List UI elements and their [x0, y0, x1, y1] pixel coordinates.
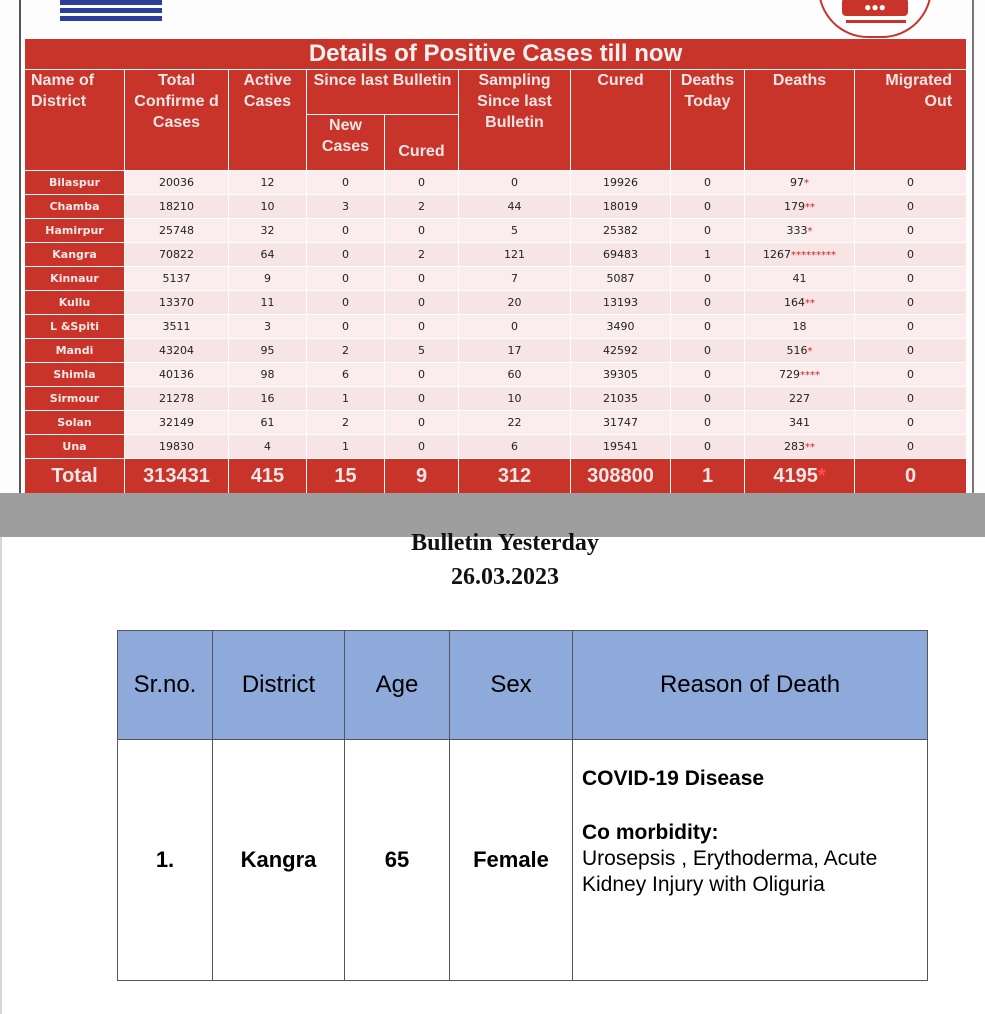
cell-sampling: 44: [459, 195, 571, 219]
cell-sampling: 60: [459, 363, 571, 387]
cell-new: 0: [307, 291, 385, 315]
cell-deaths-today: 0: [671, 315, 745, 339]
image-separator: [0, 493, 985, 537]
table-row: [25, 435, 967, 459]
cell-cured-since: 2: [385, 195, 459, 219]
cell-sampling: 10: [459, 387, 571, 411]
health-mission-logo: ●●●: [818, 0, 932, 38]
cell-deaths-today: 0: [671, 435, 745, 459]
cell-cured-since: 0: [385, 291, 459, 315]
cell-new: 0: [307, 171, 385, 195]
total-deaths: 4195*: [745, 459, 855, 494]
cell-district: L &Spiti: [25, 315, 125, 339]
cell-cured: 5087: [571, 267, 671, 291]
cell-deaths: 729****: [745, 363, 855, 387]
table-row: [25, 171, 967, 195]
cell-deaths-today: 0: [671, 411, 745, 435]
cell-district: Chamba: [25, 195, 125, 219]
cell-active: 95: [229, 339, 307, 363]
total-cured: 308800: [571, 459, 671, 494]
cell-new: 6: [307, 363, 385, 387]
cell-cured: 19541: [571, 435, 671, 459]
cell-cured: 31747: [571, 411, 671, 435]
page-edge-left: [19, 0, 21, 493]
cell-deaths-today: 0: [671, 363, 745, 387]
cell-deaths: 341: [745, 411, 855, 435]
cell-migrated: 0: [855, 435, 967, 459]
cell-total: 19830: [125, 435, 229, 459]
cell-cured: 18019: [571, 195, 671, 219]
cell-active: 32: [229, 219, 307, 243]
cell-new: 0: [307, 267, 385, 291]
cell-deaths-today: 0: [671, 195, 745, 219]
death-district: Kangra: [213, 740, 345, 981]
cell-new: 2: [307, 339, 385, 363]
cell-total: 40136: [125, 363, 229, 387]
bulletin-photo: [0, 0, 985, 493]
header-total: Total Confirme d Cases: [125, 70, 229, 171]
table-row: [25, 243, 967, 267]
cell-migrated: 0: [855, 171, 967, 195]
cell-deaths: 41: [745, 267, 855, 291]
bulletin-date: 26.03.2023: [451, 564, 559, 590]
cell-district: Mandi: [25, 339, 125, 363]
cell-deaths-today: 0: [671, 339, 745, 363]
death-sex: Female: [450, 740, 573, 981]
cell-total: 3511: [125, 315, 229, 339]
header-deaths-today: Deaths Today: [671, 70, 745, 171]
page-edge-right: [972, 0, 974, 493]
cell-new: 2: [307, 411, 385, 435]
cell-new: 1: [307, 435, 385, 459]
cell-active: 98: [229, 363, 307, 387]
total-cured-since: 9: [385, 459, 459, 494]
cell-new: 1: [307, 387, 385, 411]
cell-deaths-today: 1: [671, 243, 745, 267]
table-row: [25, 387, 967, 411]
cell-district: Shimla: [25, 363, 125, 387]
cell-cured-since: 5: [385, 339, 459, 363]
total-deaths-today: 1: [671, 459, 745, 494]
table-row: [25, 291, 967, 315]
cell-new: 3: [307, 195, 385, 219]
reason-comorbidity: Urosepsis , Erythoderma, Acute Kidney Injury with Oliguria: [582, 847, 878, 896]
table-row: [25, 195, 967, 219]
cell-active: 12: [229, 171, 307, 195]
header-migrated: Migrated Out: [855, 70, 967, 171]
cell-migrated: 0: [855, 291, 967, 315]
cell-total: 13370: [125, 291, 229, 315]
table-row: [25, 219, 967, 243]
cell-total: 25748: [125, 219, 229, 243]
cell-total: 32149: [125, 411, 229, 435]
death-table-header: [118, 631, 928, 740]
cell-sampling: 0: [459, 315, 571, 339]
table-row: [25, 315, 967, 339]
cell-deaths-today: 0: [671, 171, 745, 195]
header-reason: Reason of Death: [573, 631, 928, 740]
total-label: Total: [25, 459, 125, 494]
cell-active: 64: [229, 243, 307, 267]
cell-cured-since: 0: [385, 171, 459, 195]
cell-cured: 42592: [571, 339, 671, 363]
cell-sampling: 5: [459, 219, 571, 243]
cell-active: 16: [229, 387, 307, 411]
cell-active: 9: [229, 267, 307, 291]
cell-deaths: 1267*********: [745, 243, 855, 267]
cell-migrated: 0: [855, 267, 967, 291]
positive-cases-table: [24, 38, 967, 493]
cell-sampling: 20: [459, 291, 571, 315]
cell-cured-since: 2: [385, 243, 459, 267]
cell-cured: 39305: [571, 363, 671, 387]
header-active: Active Cases: [229, 70, 307, 171]
cell-deaths: 97*: [745, 171, 855, 195]
total-confirmed: 313431: [125, 459, 229, 494]
header-cured: Cured: [571, 70, 671, 171]
cell-active: 4: [229, 435, 307, 459]
death-reason: [573, 740, 928, 981]
cell-cured-since: 0: [385, 411, 459, 435]
header-sex: Sex: [450, 631, 573, 740]
cell-deaths-today: 0: [671, 291, 745, 315]
cell-deaths: 283**: [745, 435, 855, 459]
cell-active: 61: [229, 411, 307, 435]
cell-total: 20036: [125, 171, 229, 195]
government-logo: [60, 0, 162, 26]
table-row: [25, 411, 967, 435]
header-district: Name of District: [25, 70, 125, 171]
total-new: 15: [307, 459, 385, 494]
cell-deaths: 333*: [745, 219, 855, 243]
cell-district: Kullu: [25, 291, 125, 315]
cell-cured-since: 0: [385, 267, 459, 291]
table-row: [25, 267, 967, 291]
cell-cured: 25382: [571, 219, 671, 243]
death-row: [118, 740, 928, 981]
header-death-district: District: [213, 631, 345, 740]
cell-migrated: 0: [855, 219, 967, 243]
cell-total: 5137: [125, 267, 229, 291]
cell-new: 0: [307, 315, 385, 339]
cell-deaths: 516*: [745, 339, 855, 363]
cell-migrated: 0: [855, 411, 967, 435]
cell-sampling: 17: [459, 339, 571, 363]
cell-district: Hamirpur: [25, 219, 125, 243]
cell-district: Kangra: [25, 243, 125, 267]
cell-cured: 69483: [571, 243, 671, 267]
cell-sampling: 22: [459, 411, 571, 435]
table-row: [25, 339, 967, 363]
cell-district: Bilaspur: [25, 171, 125, 195]
cell-migrated: 0: [855, 339, 967, 363]
cell-cured-since: 0: [385, 363, 459, 387]
cell-cured: 19926: [571, 171, 671, 195]
death-details-table: [117, 630, 928, 981]
header-cured-since: Cured: [385, 115, 459, 171]
cell-sampling: 6: [459, 435, 571, 459]
cell-migrated: 0: [855, 315, 967, 339]
cell-district: Kinnaur: [25, 267, 125, 291]
header-sampling: Sampling Since last Bulletin: [459, 70, 571, 171]
cell-cured-since: 0: [385, 219, 459, 243]
cell-total: 18210: [125, 195, 229, 219]
cell-migrated: 0: [855, 363, 967, 387]
cell-deaths: 164**: [745, 291, 855, 315]
doc-edge: [0, 537, 2, 1014]
cell-cured-since: 0: [385, 315, 459, 339]
cell-deaths-today: 0: [671, 219, 745, 243]
cell-active: 3: [229, 315, 307, 339]
cell-sampling: 7: [459, 267, 571, 291]
cell-total: 70822: [125, 243, 229, 267]
cell-migrated: 0: [855, 195, 967, 219]
bulletin-title: Bulletin Yesterday: [411, 533, 599, 556]
header-since-last: Since last Bulletin: [307, 70, 459, 115]
header-deaths: Deaths: [745, 70, 855, 171]
cell-deaths-today: 0: [671, 387, 745, 411]
cell-cured: 3490: [571, 315, 671, 339]
cell-deaths: 227: [745, 387, 855, 411]
death-srno: 1.: [118, 740, 213, 981]
table-row: [25, 363, 967, 387]
cell-deaths-today: 0: [671, 267, 745, 291]
cell-sampling: 121: [459, 243, 571, 267]
cell-active: 10: [229, 195, 307, 219]
cell-new: 0: [307, 219, 385, 243]
death-age: 65: [345, 740, 450, 981]
cell-district: Sirmour: [25, 387, 125, 411]
cell-district: Una: [25, 435, 125, 459]
total-row: [25, 459, 967, 494]
cell-active: 11: [229, 291, 307, 315]
cell-new: 0: [307, 243, 385, 267]
total-migrated: 0: [855, 459, 967, 494]
cell-sampling: 0: [459, 171, 571, 195]
reason-comorbidity-label: Co morbidity:: [582, 821, 719, 844]
cell-cured: 13193: [571, 291, 671, 315]
cell-migrated: 0: [855, 243, 967, 267]
header-new-cases: New Cases: [307, 115, 385, 171]
cell-cured-since: 0: [385, 435, 459, 459]
cell-cured-since: 0: [385, 387, 459, 411]
total-sampling: 312: [459, 459, 571, 494]
cell-total: 21278: [125, 387, 229, 411]
cell-district: Solan: [25, 411, 125, 435]
cell-deaths: 18: [745, 315, 855, 339]
cell-cured: 21035: [571, 387, 671, 411]
cell-total: 43204: [125, 339, 229, 363]
header-age: Age: [345, 631, 450, 740]
cell-migrated: 0: [855, 387, 967, 411]
total-active: 415: [229, 459, 307, 494]
cell-deaths: 179**: [745, 195, 855, 219]
table-title: Details of Positive Cases till now: [25, 39, 967, 70]
header-srno: Sr.no.: [118, 631, 213, 740]
reason-primary: COVID-19 Disease: [582, 767, 765, 790]
